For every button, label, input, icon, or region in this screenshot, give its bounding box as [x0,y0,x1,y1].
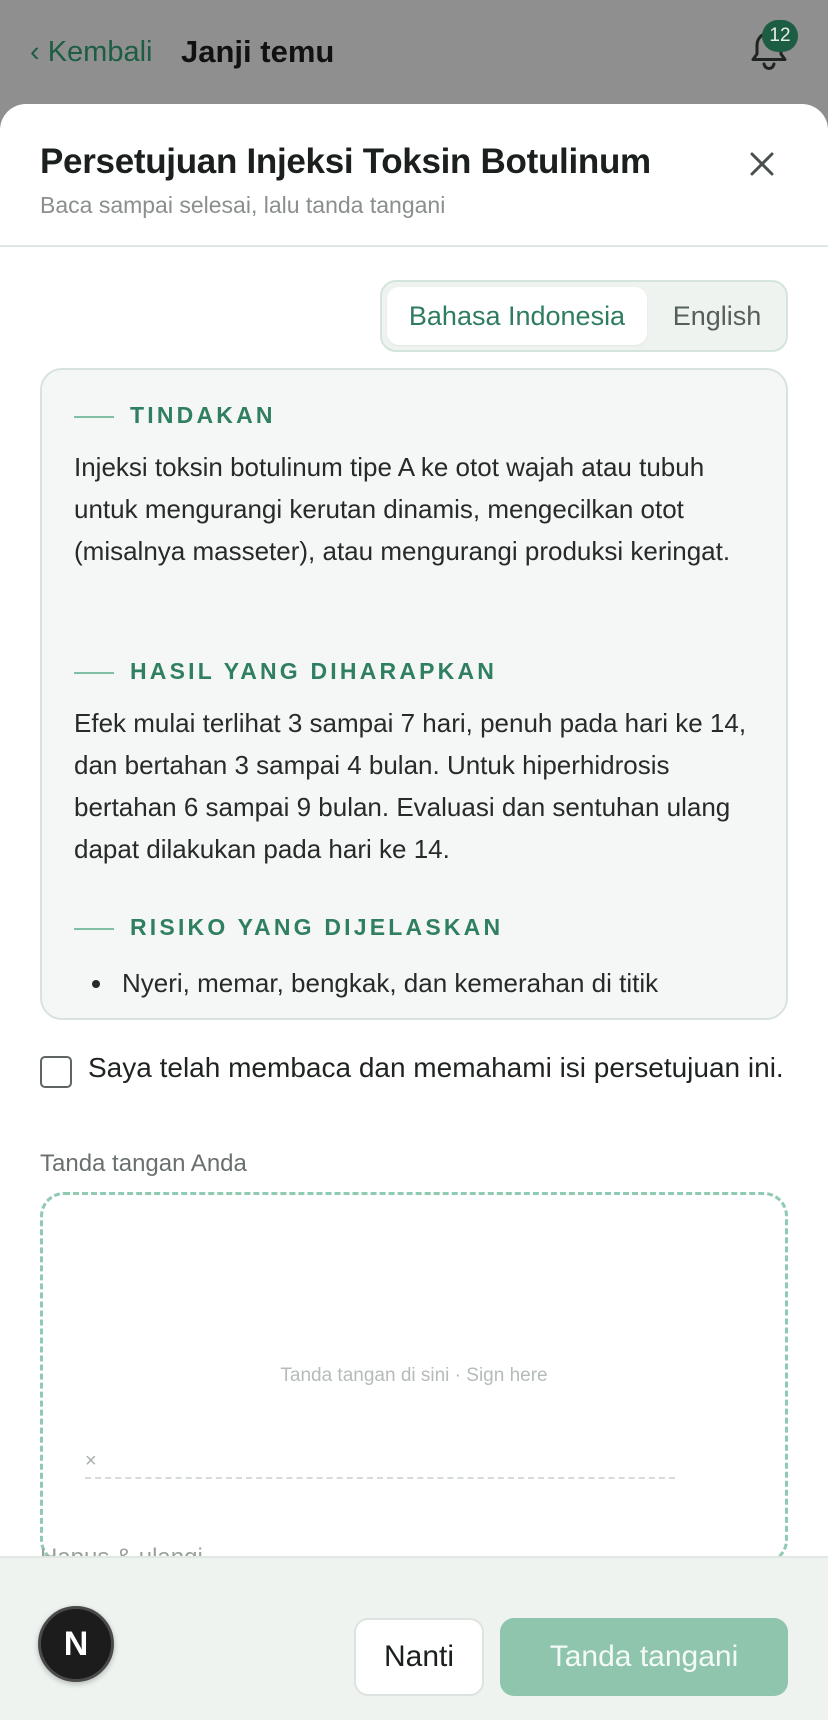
sign-button[interactable]: Tanda tangani [500,1618,788,1696]
modal-subtitle: Baca sampai selesai, lalu tanda tangani [40,192,446,218]
language-option-indonesia[interactable]: Bahasa Indonesia [387,287,647,345]
language-option-english[interactable]: English [672,301,762,331]
section-body: Injeksi toksin botulinum tipe A ke otot wajah atau tubuh untuk mengurangi kerutan dinamis, mengecilkan otot (misalnya masseter), atau mengurangi produksi keringat. [74,452,731,566]
section-body: Efek mulai terlihat 3 sampai 7 hari, penuh pada hari ke 14, dan bertahan 3 sampai 4 bulan. Untuk hiperhidrosis bertahan 6 sampai 9 bulan. Evaluasi dan sentuhan ulang dapat dilakukan pada hari ke 14. [74,708,747,864]
section-title: TINDAKAN [130,402,276,428]
page-title: Janji temu [181,34,335,69]
list-item: Nyeri, memar, bengkak, dan kemerahan di titik [74,962,764,1004]
modal-title: Persetujuan Injeksi Toksin Botulinum [40,142,651,181]
risk-list [74,962,764,1004]
section-expected-results [74,658,764,870]
signature-x-mark: × [85,1450,97,1472]
section-title: HASIL YANG DIHARAPKAN [130,658,498,684]
section-divider [74,928,114,930]
agree-label[interactable]: Saya telah membaca dan memahami isi persetujuan ini. [88,1052,784,1083]
language-toggle [380,280,788,352]
signature-baseline [85,1477,675,1479]
notification-badge: 12 [762,20,798,52]
signature-pad[interactable] [40,1192,788,1564]
close-icon[interactable] [742,144,782,184]
consent-document[interactable] [40,368,788,1020]
signature-label: Tanda tangan Anda [40,1150,247,1177]
modal-header [0,104,828,247]
consent-modal [0,104,828,1720]
avatar[interactable]: N [38,1606,114,1682]
later-button[interactable]: Nanti [354,1618,484,1696]
signature-placeholder: Tanda tangan di sini · Sign here [280,1365,548,1386]
section-risks [74,914,764,1004]
app-top-bar [0,0,828,104]
back-link[interactable]: ‹ Kembali [30,36,153,68]
agree-checkbox[interactable] [40,1056,72,1088]
section-divider [74,416,114,418]
section-title: RISIKO YANG DIJELASKAN [130,914,504,940]
section-procedure [74,402,764,572]
section-divider [74,672,114,674]
